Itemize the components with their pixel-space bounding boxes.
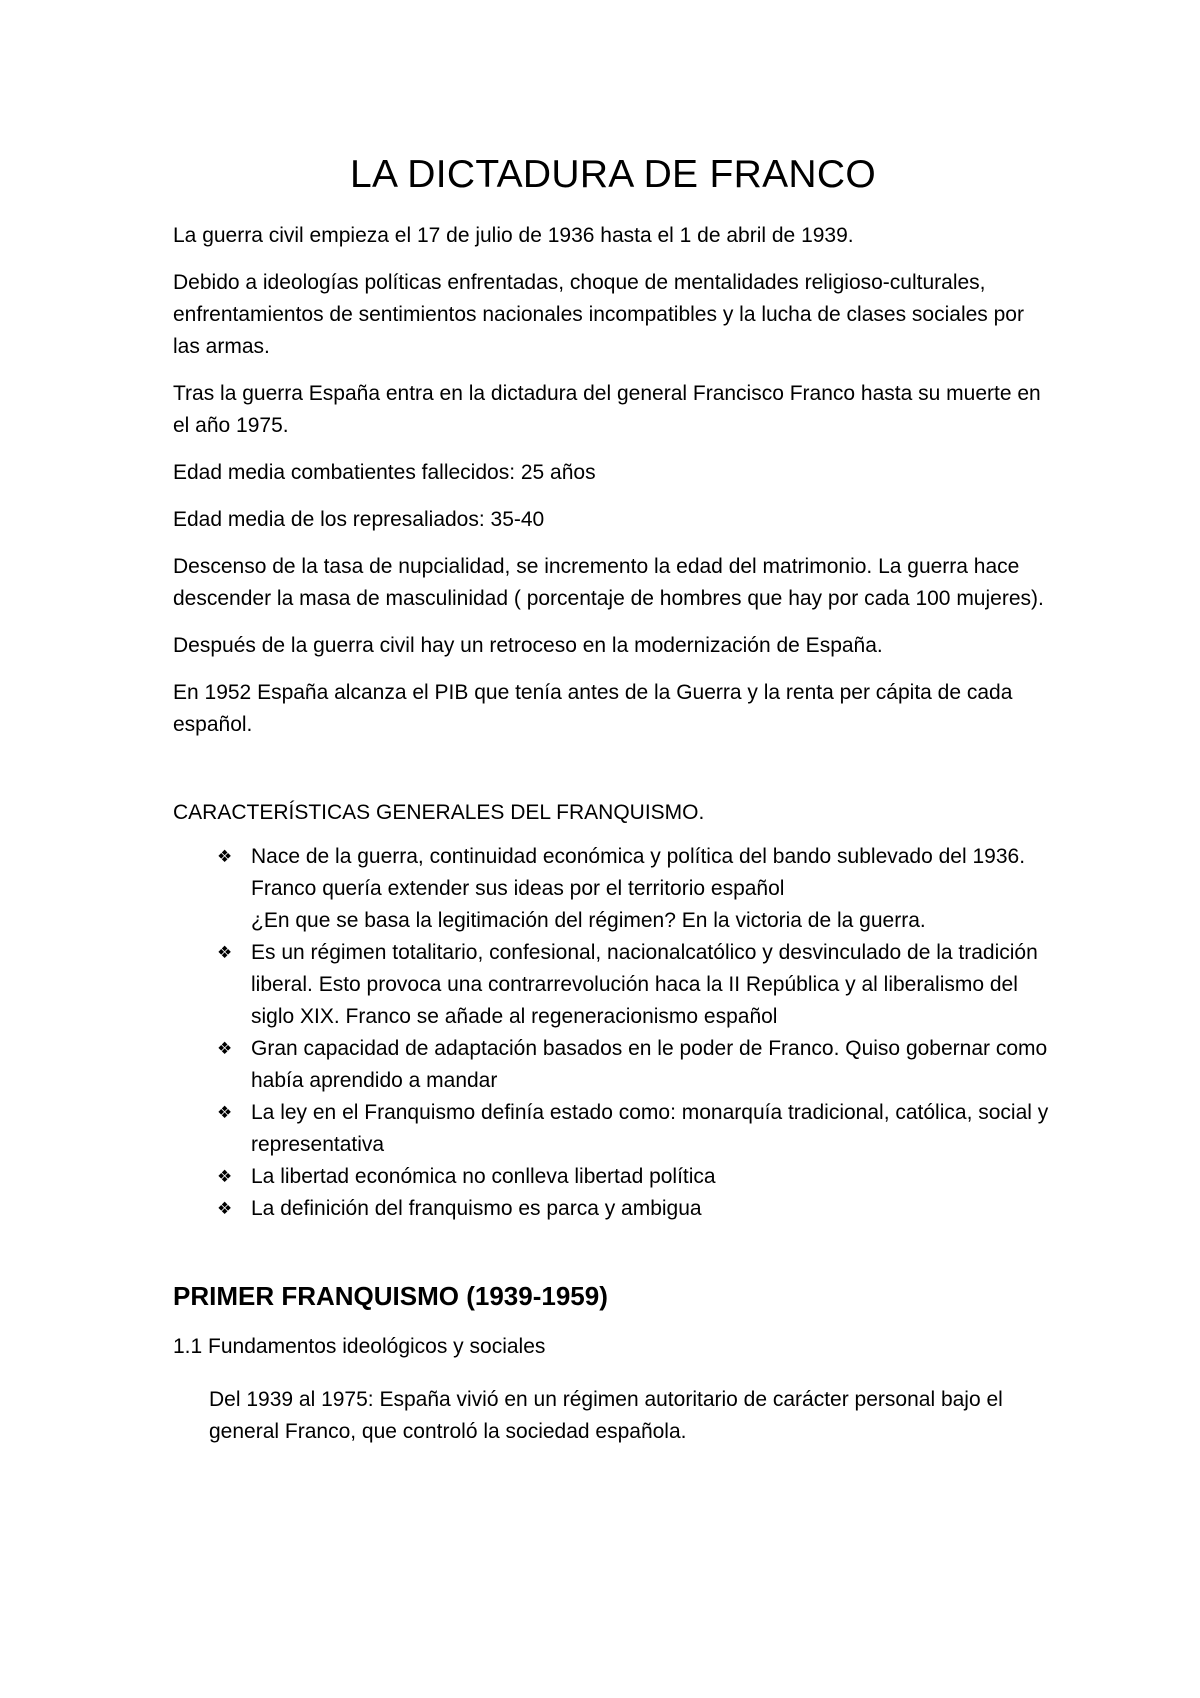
list-item-text: Gran capacidad de adaptación basados en le poder de Franco. Quiso gobernar como había aprendido a mandar xyxy=(251,1037,1048,1092)
paragraph-civil-war-dates: La guerra civil empieza el 17 de julio de 1936 hasta el 1 de abril de 1939. xyxy=(173,224,854,247)
diamond-bullet-icon: ❖ xyxy=(217,847,233,866)
document-page xyxy=(173,148,1053,1448)
diamond-bullet-icon: ❖ xyxy=(217,1039,233,1058)
list-item-text: La ley en el Franquismo definía estado como: monarquía tradicional, católica, social y representativa xyxy=(251,1101,1049,1156)
list-item-text: Nace de la guerra, continuidad económica y política del bando sublevado del 1936. Franco quería extender sus ideas por el territorio español xyxy=(251,845,1026,900)
list-item xyxy=(217,937,1053,1033)
fundamentos-subheading: 1.1 Fundamentos ideológicos y sociales xyxy=(173,1335,546,1358)
paragraph-repressed-age: Edad media de los represaliados: 35-40 xyxy=(173,508,545,531)
document-title: LA DICTADURA DE FRANCO xyxy=(350,153,876,196)
list-item xyxy=(217,841,1053,937)
paragraph-1939-1975: Del 1939 al 1975: España vivió en un régimen autoritario de carácter personal bajo el general Franco, que controló la sociedad española. xyxy=(209,1388,1003,1443)
paragraph-war-causes: Debido a ideologías políticas enfrentadas, choque de mentalidades religioso-culturales, enfrentamientos de sentimientos nacionales incompatibles y la lucha de clases sociales por las armas. xyxy=(173,271,1024,358)
characteristics-list xyxy=(173,841,1053,1225)
list-item-text: La definición del franquismo es parca y ambigua xyxy=(251,1197,702,1220)
list-item-text: Es un régimen totalitario, confesional, nacionalcatólico y desvinculado de la tradición liberal. Esto provoca una contrarrevolución haca la II República y al liberalismo del siglo XIX. Franco se añade al regeneracionismo español xyxy=(251,941,1038,1028)
paragraph-dictatorship: Tras la guerra España entra en la dictadura del general Francisco Franco hasta su muerte en el año 1975. xyxy=(173,382,1041,437)
list-item xyxy=(217,1161,1053,1193)
diamond-bullet-icon: ❖ xyxy=(217,1103,233,1122)
paragraph-nuptiality: Descenso de la tasa de nupcialidad, se incremento la edad del matrimonio. La guerra hace descender la masa de masculinidad ( porcentaje de hombres que hay por cada 100 mujeres). xyxy=(173,555,1044,610)
list-item xyxy=(217,1033,1053,1097)
characteristics-heading: CARACTERÍSTICAS GENERALES DEL FRANQUISMO. xyxy=(173,801,705,824)
diamond-bullet-icon: ❖ xyxy=(217,943,233,962)
list-item-extra-text: ¿En que se basa la legitimación del régimen? En la victoria de la guerra. xyxy=(251,909,926,932)
paragraph-modernization: Después de la guerra civil hay un retroceso en la modernización de España. xyxy=(173,634,883,657)
list-item xyxy=(217,1193,1053,1225)
paragraph-gdp-1952: En 1952 España alcanza el PIB que tenía antes de la Guerra y la renta per cápita de cada español. xyxy=(173,681,1013,736)
diamond-bullet-icon: ❖ xyxy=(217,1199,233,1218)
list-item-text: La libertad económica no conlleva libertad política xyxy=(251,1165,716,1188)
diamond-bullet-icon: ❖ xyxy=(217,1167,233,1186)
paragraph-combatant-age: Edad media combatientes fallecidos: 25 años xyxy=(173,461,596,484)
list-item xyxy=(217,1097,1053,1161)
primer-franquismo-heading: PRIMER FRANQUISMO (1939-1959) xyxy=(173,1281,608,1311)
